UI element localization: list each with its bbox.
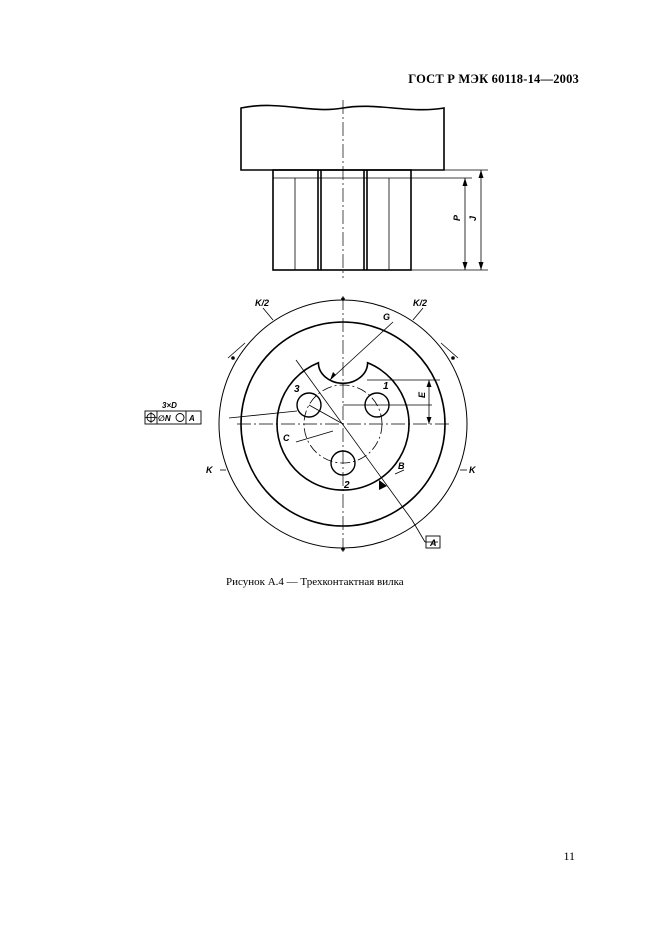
- face-outline: [277, 363, 409, 490]
- label-tol-value: ∅N: [158, 414, 171, 423]
- figure-caption: Рисунок А.4 — Трехконтактная вилка: [226, 576, 404, 588]
- label-b: B: [398, 461, 405, 471]
- pins-outline: [273, 170, 411, 270]
- document-header: ГОСТ Р МЭК 60118-14—2003: [408, 72, 579, 86]
- label-pin-2: 2: [344, 480, 350, 491]
- label-p: P: [452, 214, 462, 221]
- label-k-half-right: K/2: [413, 298, 428, 308]
- label-tol-count: 3×D: [162, 401, 177, 410]
- front-view: [145, 296, 467, 552]
- label-j: J: [468, 215, 478, 221]
- label-k-half-left: K/2: [255, 298, 270, 308]
- label-tol-datum: A: [189, 414, 195, 423]
- label-c: C: [283, 433, 290, 443]
- label-k-right: K: [469, 465, 476, 475]
- label-e: E: [417, 391, 427, 398]
- label-pin-1: 1: [383, 381, 389, 392]
- body-block: [241, 105, 444, 170]
- label-k-left: K: [206, 465, 213, 475]
- label-g: G: [383, 312, 391, 322]
- label-a-datum: A: [430, 538, 437, 548]
- page-number: 11: [563, 849, 575, 863]
- label-pin-3: 3: [294, 384, 300, 395]
- side-view: [241, 100, 488, 278]
